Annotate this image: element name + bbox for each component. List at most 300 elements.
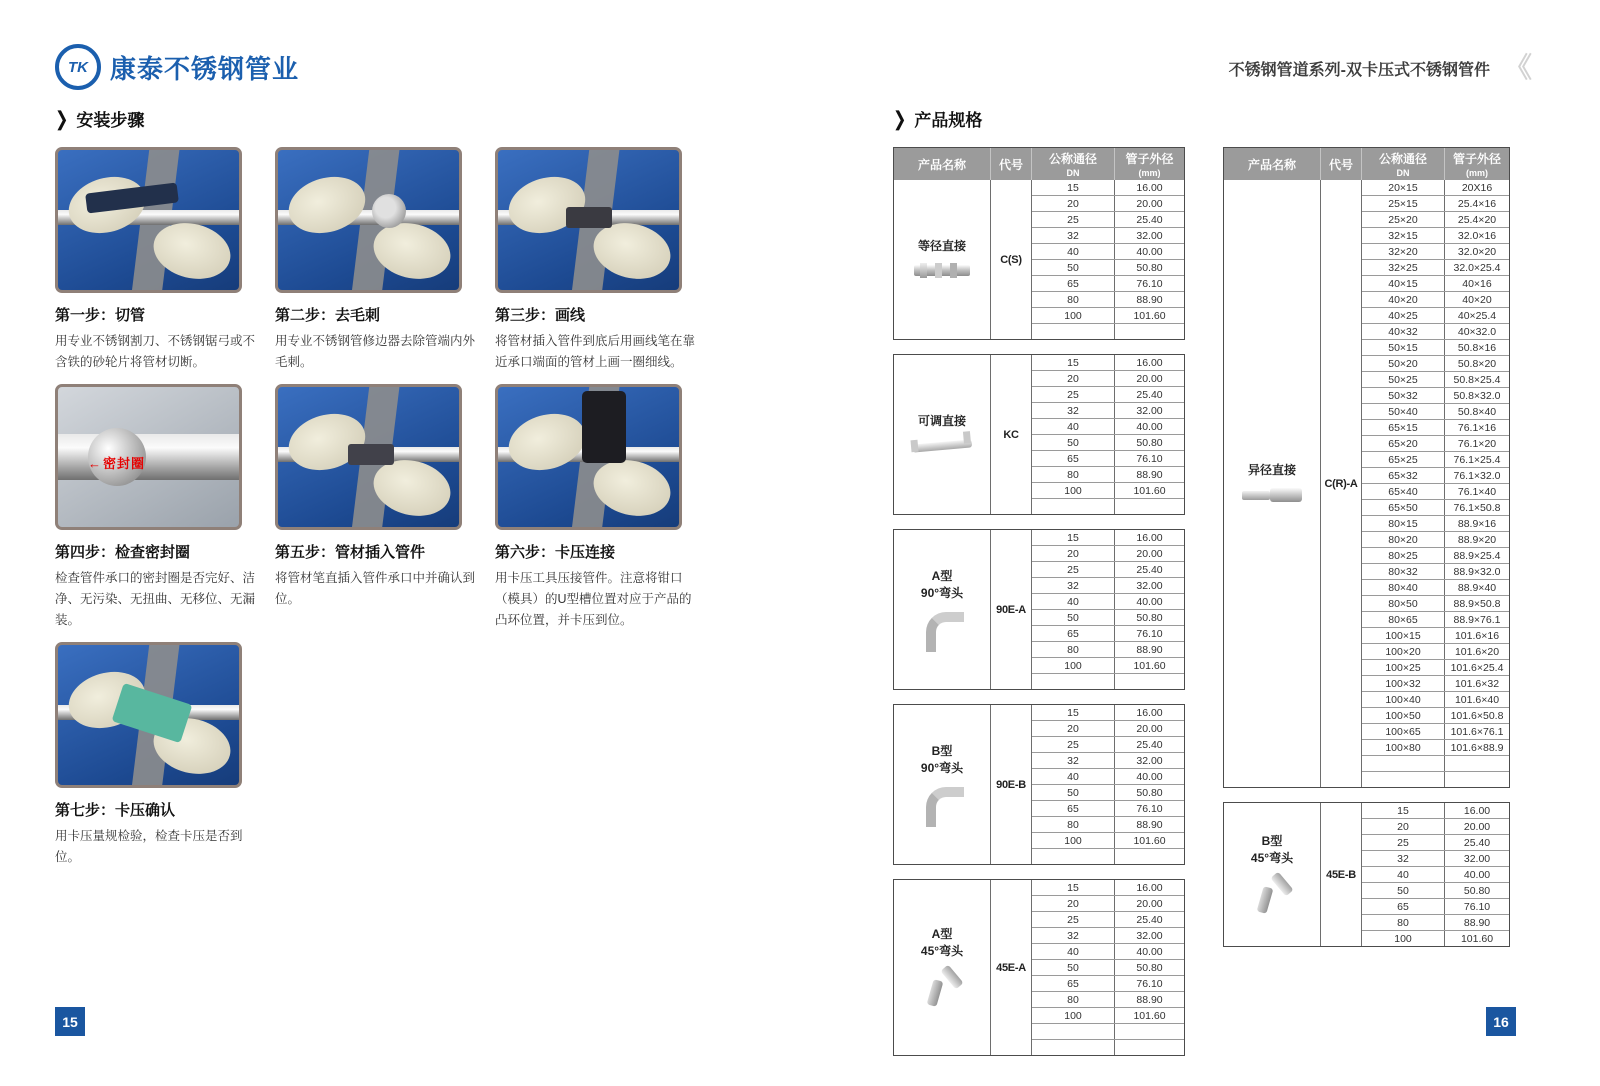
product-code: KC <box>991 355 1032 514</box>
dn-value: 100×25 <box>1362 660 1445 675</box>
od-value: 88.90 <box>1463 916 1491 929</box>
dn-value: 15 <box>1032 880 1115 895</box>
size-row <box>1362 195 1509 211</box>
dn-value: 40 <box>1032 769 1115 784</box>
step-title: 第四步：检查密封圈 <box>55 544 191 562</box>
size-row <box>1032 800 1184 816</box>
size-row <box>1032 657 1184 673</box>
specs-section-title: 产品规格 <box>914 111 983 130</box>
dn-value: 65×20 <box>1362 436 1445 451</box>
dn-value: 25 <box>1032 212 1115 227</box>
dn-value: 50×32 <box>1362 388 1445 403</box>
od-value: 50.80 <box>1136 961 1163 974</box>
size-rows <box>1362 180 1509 787</box>
dn-value: 15 <box>1032 530 1115 545</box>
od-value: 88.90 <box>1136 818 1163 831</box>
size-row <box>1362 419 1509 435</box>
size-row <box>1032 705 1184 720</box>
dn-value: 80 <box>1032 642 1115 657</box>
size-row <box>1362 211 1509 227</box>
size-row <box>1032 259 1184 275</box>
size-row <box>1362 180 1509 195</box>
dn-value: 15 <box>1032 355 1115 370</box>
install-section-head <box>55 106 710 131</box>
od-value: 32.00 <box>1136 229 1163 242</box>
size-row <box>1032 195 1184 211</box>
dn-value: 32 <box>1032 753 1115 768</box>
od-value: 40×32.0 <box>1457 325 1497 338</box>
install-step-card <box>275 147 480 372</box>
size-row <box>1362 818 1509 834</box>
size-row <box>1032 498 1184 514</box>
dn-value: 80×15 <box>1362 516 1445 531</box>
page-number-left: 15 <box>55 1007 85 1036</box>
spec-table <box>1223 147 1510 788</box>
od-value: 88.9×50.8 <box>1453 597 1501 610</box>
size-row <box>1032 943 1184 959</box>
od-value: 88.90 <box>1136 468 1163 481</box>
step-description: 用卡压量规检验，检查卡压是否到位。 <box>55 829 243 864</box>
od-value: 50.80 <box>1463 884 1491 897</box>
od-value: 101.6×20 <box>1454 645 1500 658</box>
size-row <box>1032 211 1184 227</box>
od-value: 25.40 <box>1136 213 1163 226</box>
od-value: 101.6×50.8 <box>1450 709 1504 722</box>
dn-value: 25×15 <box>1362 196 1445 211</box>
step-description: 用专业不锈钢管修边器去除管端内外毛刺。 <box>275 334 476 369</box>
od-value: 88.9×40 <box>1457 581 1497 594</box>
size-row <box>1032 530 1184 545</box>
od-value: 76.10 <box>1136 802 1163 815</box>
header-nominal-diameter: 公称通径 DN <box>1362 148 1445 180</box>
od-value: 76.1×32.0 <box>1453 469 1501 482</box>
od-value: 101.6×16 <box>1454 629 1500 642</box>
size-row <box>1032 752 1184 768</box>
product-name-cell <box>894 180 991 339</box>
product-name: 可调直接 <box>917 414 966 429</box>
size-row <box>1362 850 1509 866</box>
size-row <box>1362 579 1509 595</box>
od-value: 50.8×40 <box>1457 405 1497 418</box>
od-value: 50.8×20 <box>1457 357 1497 370</box>
dn-value: 50×20 <box>1362 356 1445 371</box>
size-row <box>1032 593 1184 609</box>
size-row <box>1032 848 1184 864</box>
dn-value: 40 <box>1032 419 1115 434</box>
product-code: C(S) <box>991 180 1032 339</box>
product-fitting-icon <box>919 780 965 826</box>
dn-value: 32×20 <box>1362 244 1445 259</box>
od-value: 40.00 <box>1136 245 1163 258</box>
od-value: 32.0×20 <box>1457 245 1497 258</box>
size-row <box>1032 418 1184 434</box>
size-row <box>1032 402 1184 418</box>
size-row <box>1032 911 1184 927</box>
spec-table-header <box>1224 148 1509 180</box>
dn-value: 20 <box>1032 896 1115 911</box>
product-name: A型 45°弯头 <box>920 927 964 958</box>
step-photo <box>55 384 242 530</box>
size-row <box>1362 275 1509 291</box>
size-row <box>1362 930 1509 946</box>
dn-value: 100×15 <box>1362 628 1445 643</box>
spec-table-header <box>894 148 1184 180</box>
dn-value: 40 <box>1032 244 1115 259</box>
size-row <box>1362 739 1509 755</box>
spec-table-body <box>894 180 1184 339</box>
step-photo <box>55 147 242 293</box>
dn-value: 50×25 <box>1362 372 1445 387</box>
dn-value: 50 <box>1032 260 1115 275</box>
size-row <box>1032 768 1184 784</box>
install-section-title: 安装步骤 <box>76 111 145 130</box>
dn-value: 100×20 <box>1362 644 1445 659</box>
install-step-card <box>275 384 480 630</box>
product-code: C(R)-A <box>1321 180 1362 787</box>
specs-page <box>893 106 1518 1056</box>
od-value: 76.10 <box>1136 977 1163 990</box>
product-fitting-icon <box>921 963 963 1009</box>
pipe-decor <box>55 434 242 480</box>
size-rows <box>1362 803 1509 946</box>
product-name-cell <box>1224 180 1321 787</box>
dn-value <box>1032 324 1115 339</box>
size-row <box>1362 771 1509 787</box>
size-row <box>1362 691 1509 707</box>
product-name: B型 90°弯头 <box>920 744 964 775</box>
dn-value: 50×15 <box>1362 340 1445 355</box>
install-step-card <box>55 384 260 630</box>
dn-value: 100 <box>1032 833 1115 848</box>
product-name: 等径直接 <box>917 239 966 254</box>
od-value: 40×16 <box>1462 277 1492 290</box>
size-row <box>1362 355 1509 371</box>
dn-value: 80 <box>1032 292 1115 307</box>
od-value: 50.8×25.4 <box>1453 373 1501 386</box>
dn-value: 80 <box>1032 467 1115 482</box>
product-name: 异径直接 <box>1247 463 1296 478</box>
size-row <box>1362 483 1509 499</box>
od-value: 20.00 <box>1136 372 1163 385</box>
dn-value: 65 <box>1032 976 1115 991</box>
size-row <box>1362 323 1509 339</box>
od-value <box>1115 324 1184 339</box>
od-value: 76.10 <box>1136 627 1163 640</box>
dn-value: 32 <box>1032 578 1115 593</box>
dn-value: 100×65 <box>1362 724 1445 739</box>
dn-value <box>1362 756 1445 771</box>
size-rows <box>1032 530 1184 689</box>
od-value: 101.6×25.4 <box>1450 661 1504 674</box>
dn-value <box>1032 849 1115 864</box>
dn-value: 25 <box>1362 835 1445 850</box>
product-fitting-icon <box>1240 483 1304 505</box>
od-value: 32.00 <box>1136 579 1163 592</box>
od-value: 101.60 <box>1133 484 1166 497</box>
spec-table-body <box>1224 180 1509 787</box>
page-number-right: 16 <box>1486 1007 1516 1036</box>
size-row <box>1362 435 1509 451</box>
od-value <box>1115 1040 1184 1055</box>
size-row <box>1362 339 1509 355</box>
od-value: 40.00 <box>1136 770 1163 783</box>
od-value: 101.60 <box>1133 309 1166 322</box>
dn-value: 65×15 <box>1362 420 1445 435</box>
dn-value: 40×20 <box>1362 292 1445 307</box>
dn-value: 25×20 <box>1362 212 1445 227</box>
series-title: 不锈钢管道系列-双卡压式不锈钢管件 <box>1228 62 1490 79</box>
step-description: 用专业不锈钢割刀、不锈钢锯弓或不含铁的砂轮片将管材切断。 <box>55 334 256 369</box>
size-row <box>1362 723 1509 739</box>
step-description: 检查管件承口的密封圈是否完好、洁净、无污染、无扭曲、无移位、无漏装。 <box>55 571 256 627</box>
company-logo <box>55 44 299 90</box>
size-row <box>1032 1023 1184 1039</box>
od-value: 88.9×25.4 <box>1453 549 1501 562</box>
size-row <box>1032 895 1184 911</box>
od-value: 32.0×25.4 <box>1453 261 1501 274</box>
od-value: 40.00 <box>1136 945 1163 958</box>
od-value: 25.40 <box>1136 388 1163 401</box>
spec-table <box>893 879 1185 1056</box>
od-value: 32.00 <box>1463 852 1491 865</box>
od-value: 16.00 <box>1136 531 1163 544</box>
product-fitting-icon <box>910 434 974 456</box>
header-outer-diameter: 管子外径 (mm) <box>1125 152 1174 178</box>
dn-value: 32 <box>1362 851 1445 866</box>
od-value: 16.00 <box>1463 804 1491 817</box>
dn-value: 65×32 <box>1362 468 1445 483</box>
section-chevron-icon: ❯ <box>55 108 69 130</box>
dn-value: 40 <box>1032 594 1115 609</box>
od-value: 25.40 <box>1136 738 1163 751</box>
size-row <box>1362 914 1509 930</box>
dn-value: 50 <box>1032 960 1115 975</box>
od-value: 50.80 <box>1136 261 1163 274</box>
step-description: 用卡压工具压接管件。注意将钳口（模具）的U型槽位置对应于产品的凸环位置，并卡压到位。 <box>495 571 692 627</box>
product-name-cell <box>894 355 991 514</box>
spec-table-body <box>894 355 1184 514</box>
size-row <box>1362 403 1509 419</box>
od-value: 16.00 <box>1136 181 1163 194</box>
install-step-card <box>495 384 700 630</box>
od-value: 25.40 <box>1136 913 1163 926</box>
od-value: 101.60 <box>1460 932 1494 945</box>
size-rows <box>1032 355 1184 514</box>
header-product-name: 产品名称 <box>894 148 991 180</box>
dn-value: 80×65 <box>1362 612 1445 627</box>
dn-value: 20 <box>1032 721 1115 736</box>
dn-value: 80 <box>1032 992 1115 1007</box>
size-rows <box>1032 705 1184 864</box>
size-row <box>1032 880 1184 895</box>
spec-table-body <box>894 705 1184 864</box>
dn-value: 65 <box>1032 276 1115 291</box>
size-row <box>1032 275 1184 291</box>
dn-value: 20×15 <box>1362 180 1445 195</box>
dn-value: 25 <box>1032 912 1115 927</box>
dn-value: 40×32 <box>1362 324 1445 339</box>
dn-value: 100 <box>1032 483 1115 498</box>
installation-page <box>55 106 710 867</box>
spec-table <box>893 147 1185 340</box>
dn-value: 25 <box>1032 737 1115 752</box>
dn-value <box>1032 1040 1115 1055</box>
od-value: 76.10 <box>1136 452 1163 465</box>
od-value: 88.90 <box>1136 293 1163 306</box>
dn-value: 50 <box>1032 785 1115 800</box>
install-step-card <box>55 147 260 372</box>
size-row <box>1362 627 1509 643</box>
product-fitting-icon <box>919 605 965 651</box>
spec-table <box>893 529 1185 690</box>
od-value: 88.90 <box>1136 643 1163 656</box>
section-chevron-icon: ❯ <box>893 108 907 130</box>
product-name: A型 90°弯头 <box>920 569 964 600</box>
size-row <box>1362 451 1509 467</box>
od-value: 88.9×76.1 <box>1453 613 1501 626</box>
size-row <box>1362 675 1509 691</box>
header-code: 代号 <box>1321 148 1362 180</box>
step-title: 第五步：管材插入管件 <box>275 544 426 562</box>
spec-column-left <box>893 147 1185 1056</box>
spec-column-right <box>1223 147 1510 1056</box>
od-value: 76.10 <box>1463 900 1491 913</box>
dn-value: 65 <box>1032 451 1115 466</box>
size-row <box>1362 227 1509 243</box>
od-value: 20.00 <box>1136 722 1163 735</box>
dn-value: 50×40 <box>1362 404 1445 419</box>
od-value <box>1115 849 1184 864</box>
size-row <box>1032 355 1184 370</box>
product-code: 45E-A <box>991 880 1032 1055</box>
od-value: 25.4×20 <box>1457 213 1497 226</box>
size-row <box>1032 291 1184 307</box>
od-value: 76.1×16 <box>1457 421 1497 434</box>
step-photo <box>275 384 462 530</box>
size-row <box>1032 959 1184 975</box>
dn-value: 80 <box>1032 817 1115 832</box>
step-description: 将管材笔直插入管件承口中并确认到位。 <box>275 571 476 606</box>
od-value: 101.6×88.9 <box>1450 741 1504 754</box>
size-row <box>1032 577 1184 593</box>
size-row <box>1032 1039 1184 1055</box>
size-row <box>1362 531 1509 547</box>
size-row <box>1032 180 1184 195</box>
od-value: 20.00 <box>1136 197 1163 210</box>
spec-table-body <box>894 880 1184 1055</box>
od-value: 88.9×20 <box>1457 533 1497 546</box>
header-code: 代号 <box>991 148 1032 180</box>
size-row <box>1032 450 1184 466</box>
company-name: 康泰不锈钢管业 <box>110 53 300 84</box>
dn-value: 80×32 <box>1362 564 1445 579</box>
spec-table <box>1223 802 1510 947</box>
dn-value <box>1362 772 1445 787</box>
od-value: 40.00 <box>1463 868 1491 881</box>
dn-value: 80×40 <box>1362 580 1445 595</box>
size-row <box>1032 736 1184 752</box>
od-value: 20X16 <box>1461 181 1493 194</box>
step-title: 第三步：画线 <box>495 307 586 324</box>
step-title: 第一步：切管 <box>55 307 146 324</box>
od-value: 25.40 <box>1463 836 1491 849</box>
od-value: 40×25.4 <box>1457 309 1497 322</box>
dn-value: 80×25 <box>1362 548 1445 563</box>
step-photo <box>495 384 682 530</box>
od-value: 101.60 <box>1133 1009 1166 1022</box>
size-row <box>1362 547 1509 563</box>
product-code: 90E-B <box>991 705 1032 864</box>
od-value: 88.90 <box>1136 993 1163 1006</box>
install-step-card <box>55 642 260 867</box>
dn-value: 25 <box>1032 387 1115 402</box>
dn-value: 100 <box>1362 931 1445 946</box>
dn-value: 25 <box>1032 562 1115 577</box>
dn-value: 40×15 <box>1362 276 1445 291</box>
size-row <box>1032 561 1184 577</box>
product-code: 90E-A <box>991 530 1032 689</box>
size-row <box>1032 609 1184 625</box>
size-row <box>1362 866 1509 882</box>
dn-value: 100 <box>1032 308 1115 323</box>
step-title: 第二步：去毛刺 <box>275 307 381 324</box>
dn-value: 20 <box>1032 371 1115 386</box>
dn-value: 15 <box>1032 180 1115 195</box>
tool-decor <box>566 207 612 228</box>
od-value: 32.00 <box>1136 404 1163 417</box>
size-row <box>1032 466 1184 482</box>
od-value: 16.00 <box>1136 706 1163 719</box>
size-row <box>1362 611 1509 627</box>
od-value: 50.8×32.0 <box>1453 389 1501 402</box>
specs-section-head <box>893 106 1518 131</box>
size-row <box>1362 803 1509 818</box>
size-row <box>1032 227 1184 243</box>
spec-table-body <box>894 530 1184 689</box>
spec-tables <box>893 147 1518 1056</box>
size-row <box>1362 563 1509 579</box>
product-code: 45E-B <box>1321 803 1362 946</box>
od-value: 16.00 <box>1136 881 1163 894</box>
size-row <box>1362 371 1509 387</box>
size-row <box>1032 991 1184 1007</box>
size-row <box>1032 243 1184 259</box>
dn-value: 80 <box>1362 915 1445 930</box>
dn-value: 100 <box>1032 658 1115 673</box>
od-value: 20.00 <box>1136 897 1163 910</box>
dn-value: 65 <box>1032 801 1115 816</box>
product-name: B型 45°弯头 <box>1250 834 1294 865</box>
od-value: 101.6×76.1 <box>1450 725 1504 738</box>
dn-value: 32 <box>1032 928 1115 943</box>
dn-value: 20 <box>1362 819 1445 834</box>
size-row <box>1032 832 1184 848</box>
step-photo <box>495 147 682 293</box>
spec-table <box>893 354 1185 515</box>
od-value: 76.1×25.4 <box>1453 453 1501 466</box>
step-photo <box>275 147 462 293</box>
spec-table <box>893 704 1185 865</box>
size-row <box>1032 482 1184 498</box>
product-name-cell <box>894 705 991 864</box>
size-row <box>1362 707 1509 723</box>
od-value: 101.6×32 <box>1454 677 1500 690</box>
od-value: 50.8×16 <box>1457 341 1497 354</box>
size-row <box>1362 595 1509 611</box>
spec-table-body <box>1224 803 1509 946</box>
od-value: 40.00 <box>1136 595 1163 608</box>
size-row <box>1032 323 1184 339</box>
